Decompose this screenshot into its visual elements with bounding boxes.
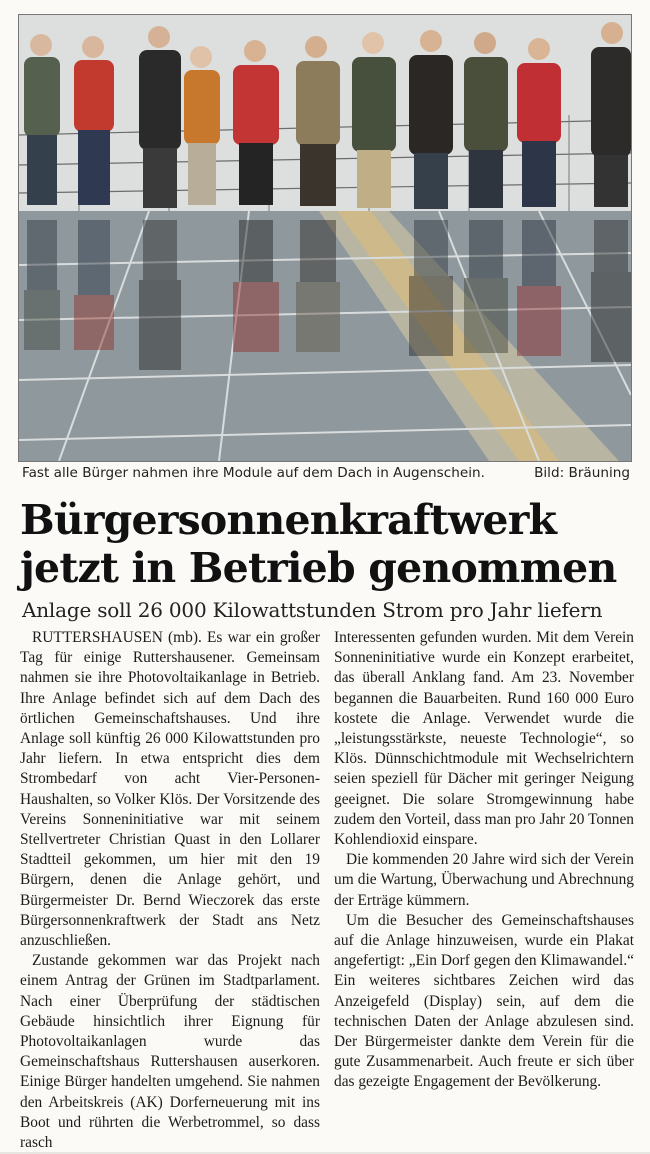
photo-credit: Bild: Bräuning — [534, 465, 630, 481]
headline — [20, 496, 640, 592]
paragraph: Um die Besucher des Gemeinschaftshauses auf die Anlage hinzuweisen, wurde ein Plakat angefertigt: „Ein Dorf gegen den Klimawandel.“ Ein weiteres sichtbares Zeichen wird das Anzeigefeld (Display) sein, auf dem die technischen Daten der Anlage abzulesen sind. Der Bürgermeister dankte dem Verein für die gute Zusammenarbeit. Auch freute er sich über das gezeigte Engagement der Bevölkerung. — [334, 911, 634, 1091]
photo-caption — [22, 465, 630, 481]
rooftop-group-photo — [19, 15, 631, 461]
paragraph: RUTTERSHAUSEN (mb). Es war ein großer Tag für einige Ruttershausener. Gemeinsam nahmen sie ihre Photovoltaikanlage in Betrieb. Ihre Anlage befindet sich auf dem Dach des örtlichen Gemeinschaftshauses. Und ihre Anlage soll künftig 26 000 Kilowattstunden pro Jahr liefern. In etwa entspricht dies dem Strombedarf von acht Vier-Personen-Haushalten, so Volker Klös. Der Vorsitzende des Vereins Sonneninitiative war mit seinem Stellvertreter Christian Quast in den Lollarer Stadtteil gekommen, um hier mit den 19 Bürgern, denen die Anlage gehört, und Bürgermeister Dr. Bernd Wieczorek das erste Bürgersonnenkraftwerk der Stadt ans Netz anzuschließen. — [20, 629, 320, 950]
caption-text: Fast alle Bürger nahmen ihre Module auf dem Dach in Augenschein. — [22, 465, 485, 481]
article-photo — [18, 14, 632, 462]
paragraph: Zustande gekommen war das Projekt nach einem Antrag der Grünen im Stadtparlament. Nach einer Überprüfung der städtischen Gebäude hinsichtlich ihrer Eignung für Photovoltaikanlagen wurde das Gemeinschaftshaus Ruttershausen auserkoren. Einige Bürger handelten umgehend. Sie nahmen den Arbeitskreis (AK) Dorferneuerung mit ins Boot und rührten die Werbetrommel, so dass rasch — [20, 952, 320, 1152]
headline-line-2: jetzt in Betrieb genommen — [20, 544, 617, 592]
headline-line-1: Bürgersonnenkraftwerk — [20, 496, 557, 544]
article-column-left — [20, 628, 320, 1153]
article-column-right — [334, 628, 634, 1093]
paragraph: Die kommenden 20 Jahre wird sich der Verein um die Wartung, Überwachung und Abrechnung der Erträge kümmern. — [334, 851, 634, 909]
paragraph-continued: Interessenten gefunden wurden. Mit dem Verein Sonneninitiative wurde ein Konzept erarbeitet, das überall Anklang fand. Am 23. November begannen die Bauarbeiten. Rund 160 000 Euro kostete die Anlage. Verwendet wurde die „leistungsstärkste, neueste Technologie“, so Klös. Dünnschichtmodule mit Wechselrichtern seien speziell für Dächer mit geringer Neigung geeignet. Die solare Stromgewinnung habe zudem den Vorteil, dass man pro Jahr 20 Tonnen Kohlendioxid einspare. — [334, 629, 634, 849]
subheadline: Anlage soll 26 000 Kilowattstunden Strom pro Jahr liefern — [22, 598, 603, 622]
